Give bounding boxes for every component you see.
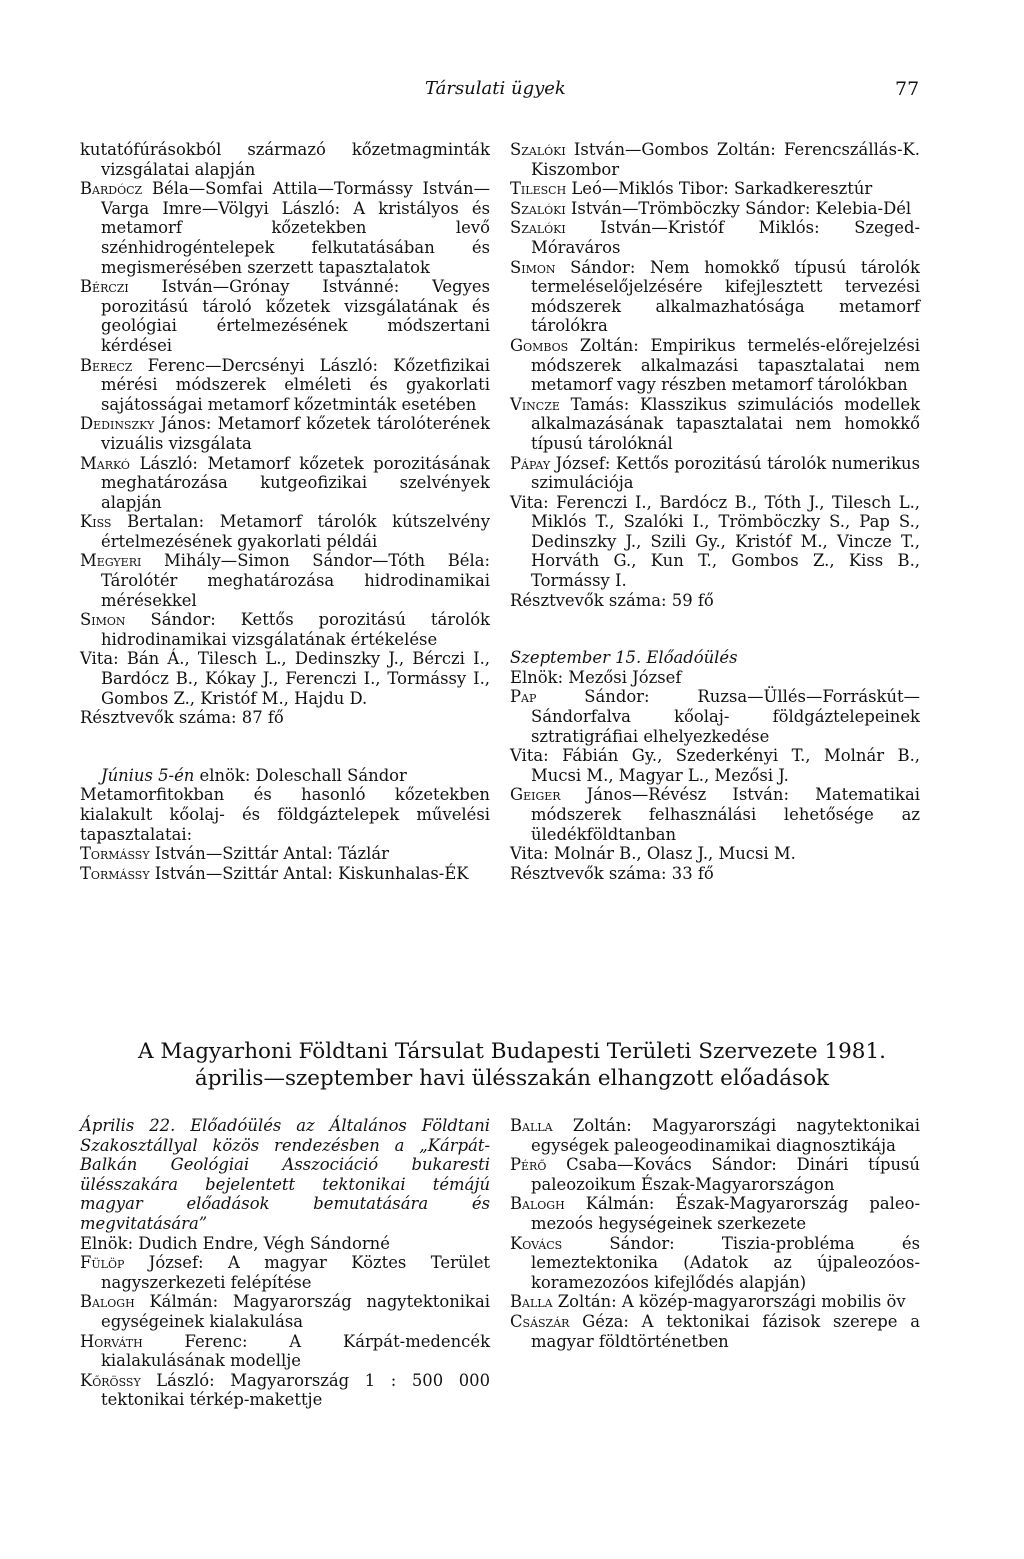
author-surname: Balla [510, 1116, 553, 1135]
lecture-entry [80, 454, 490, 513]
entry-text: László: Metamorf kőzetek porozitásának meghatározása kutgeofizikai szelvények alapján [101, 453, 490, 512]
session-topic: Metamorfitokban és hasonló kőzetekben kialakult kőolaj- és földgáztelepek művelési tapasztalatai: [80, 785, 490, 844]
lecture-entry [80, 179, 490, 277]
session-heading: Szeptember 15. Előadóülés [510, 648, 738, 668]
lecture-entry [510, 1312, 920, 1351]
lecture-entry [510, 140, 920, 179]
author-surname: Szalóki [510, 198, 566, 218]
lecture-entry [80, 1371, 490, 1410]
author-surname: Gombos [510, 335, 569, 355]
author-surname: Horváth [80, 1331, 143, 1351]
author-surname: Tilesch [510, 179, 567, 199]
section-title [80, 1038, 944, 1092]
lecture-entry [80, 1234, 490, 1254]
entry-text: Ferenc: A Kárpát-medencék kialakulásának modellje [101, 1331, 490, 1371]
lecture-entry [510, 454, 920, 493]
entry-text: Tamás: Klasszikus szimulációs modellek alkalmazásának tapasztalatai nem homokkő típusú tárolóknál [531, 394, 920, 453]
column-right-top [510, 140, 920, 883]
spacer [80, 728, 490, 766]
author-surname: Berecz [80, 355, 133, 375]
entry-text: Résztvevők száma: 59 fő [510, 590, 714, 610]
entry-text: Vita: Ferenczi I., Bardócz B., Tóth J., Tilesch L., Miklós T., Szalóki I., Trömböczky S., Pap S., Dedinszky J., Szili Gy., Kristóf M., Vincze T., Horváth G., Kun T., Gombos Z., Kiss B., Tormássy I. [510, 492, 920, 591]
entry-text: Sándor: Kettős porozitású tárolók hidrodinamikai vizsgálatának értékelése [101, 610, 490, 649]
author-surname: Pap [510, 687, 537, 707]
author-surname: Császár [510, 1311, 570, 1331]
column-left-top [80, 140, 490, 883]
lecture-entry [80, 277, 490, 355]
session-heading: Április 22. Előadóülés az Általános Földtani Szakosztállyal közös rendezésben a „Kárpát-Balkán Geológiai Asszociáció bukaresti ülésszakára bejelentett tektonikai témájú magyar előadások bemutatására és megvitatására” [80, 1116, 490, 1233]
lecture-entry [510, 864, 920, 884]
author-surname: Dedinszky [80, 414, 155, 434]
lecture-entry [80, 1253, 490, 1292]
lecture-entry [510, 218, 920, 257]
entry-text: Leó—Miklós Tibor: Sarkadkeresztúr [566, 179, 873, 199]
entry-text: Résztvevők száma: 87 fő [80, 708, 284, 728]
lecture-entry [80, 356, 490, 415]
lecture-entry [510, 1116, 920, 1155]
author-surname: Balogh [510, 1194, 565, 1214]
entry-text: János—Révész István: Matematikai módszerek felhasználási lehetősége az üledékföldtanban [531, 785, 920, 844]
lecture-entry [80, 1292, 490, 1331]
author-surname: Szalóki [510, 140, 566, 159]
spacer [510, 610, 920, 648]
lecture-entry [510, 1194, 920, 1233]
page-number: 77 [895, 78, 920, 100]
author-surname: Kőrössy [80, 1370, 141, 1390]
author-surname: Tormássy [80, 844, 150, 864]
entry-text: Elnök: Mezősi József [510, 667, 682, 687]
author-surname: Szalóki [510, 218, 566, 238]
author-surname: Tormássy [80, 863, 150, 883]
entry-text: István—Kristóf Miklós: Szeged-Móraváros [531, 218, 920, 257]
entry-text: József: A magyar Köztes Terület nagyszerkezeti felépítése [101, 1253, 490, 1292]
author-surname: Fülöp [80, 1253, 125, 1273]
author-surname: Pérő [510, 1155, 547, 1175]
lecture-entry [510, 844, 920, 864]
session-date-line [80, 766, 490, 786]
entry-text: Vita: Fábián Gy., Szederkényi T., Molnár B., Mucsi M., Magyar L., Mezősi J. [510, 746, 920, 785]
lecture-entry [510, 687, 920, 746]
entry-text: István—Trömböczky Sándor: Kelebia-Dél [565, 198, 912, 218]
entry-text: Vita: Bán Á., Tilesch L., Dedinszky J., Bérczi I., Bardócz B., Kókay J., Ferenczi I., Tormássy I., Gombos Z., Kristóf M., Hajdu D. [80, 649, 490, 708]
author-surname: Bérczi [80, 277, 129, 297]
author-surname: Simon [510, 257, 556, 277]
entry-text: István—Grónay Istvánné: Vegyes porozitású tároló kőzetek vizsgálatának és geológiai értelmezésének módszertani kérdései [101, 277, 490, 355]
entry-text: Géza: A tektonikai fázisok szerepe a magyar földtörténetben [531, 1311, 920, 1351]
column-right-bottom [510, 1116, 920, 1351]
section-title-line-2: április—szeptember havi ülésszakán elhangzott előadások [194, 1066, 830, 1091]
author-surname: Balogh [80, 1292, 135, 1312]
entry-text: Ferenc—Dercsényi László: Kőzetfizikai mérési módszerek elméleti és gyakorlati sajátosságai metamorf kőzetminták esetében [101, 355, 490, 414]
lecture-entry [510, 591, 920, 611]
entry-text: Kálmán: Magyarország nagytektonikai egységeinek kialakulása [101, 1292, 490, 1331]
entry-text: Résztvevők száma: 33 fő [510, 863, 714, 883]
entry-text: István—Szittár Antal: Kiskunhalas-ÉK [149, 863, 469, 883]
lecture-entry [510, 199, 920, 219]
author-surname: Markó [80, 453, 130, 473]
lecture-entry [80, 708, 490, 728]
entry-text: Elnök: Dudich Endre, Végh Sándorné [80, 1233, 390, 1253]
entry-text: Sándor: Tiszia-probléma és lemeztektonika (Adatok az újpaleozóos-koramezozóos kifejlődés alapján) [531, 1233, 920, 1292]
entry-text: Zoltán: A közép-magyarországi mobilis öv [552, 1292, 906, 1312]
lecture-entry [510, 1234, 920, 1293]
entry-text: István—Szittár Antal: Tázlár [149, 844, 389, 864]
author-surname: Simon [80, 610, 126, 630]
entry-text: István—Gombos Zoltán: Ferencszállás-K. Kiszombor [531, 140, 920, 179]
author-surname: Kovács [510, 1233, 563, 1253]
entry-text: Csaba—Kovács Sándor: Dinári típusú paleozoikum Észak-Magyarországon [531, 1155, 920, 1194]
author-surname: Pápay [510, 453, 551, 473]
entry-text: Béla—Somfai Attila—Tormássy István—Varga Imre—Völgyi László: A kristályos és metamorf kőzetekben levő szénhidrogéntelepek felkutatásában és megismerésében szerzett tapasztalatok [101, 179, 490, 277]
lecture-entry [510, 1155, 920, 1194]
running-title: Társulati ügyek [425, 78, 566, 99]
entry-text: János: Metamorf kőzetek tárolóterének vizuális vizsgálata [101, 414, 490, 453]
entry-text: Vita: Molnár B., Olasz J., Mucsi M. [510, 844, 796, 864]
lecture-entry [510, 493, 920, 591]
lecture-entry [510, 668, 920, 688]
lecture-entry [80, 140, 490, 179]
lecture-entry [80, 844, 490, 864]
lecture-entry [80, 1332, 490, 1371]
entry-text: Zoltán: Empirikus termelés-előrejelzési módszerek alkalmazási tapasztalatai nem metamorf vagy részben metamorf tárolókban [531, 335, 920, 395]
lecture-entry [510, 258, 920, 336]
author-surname: Bardócz [80, 179, 143, 199]
author-surname: Megyeri [80, 551, 142, 571]
lecture-entry [510, 179, 920, 199]
author-surname: Balla [510, 1292, 553, 1312]
lecture-entry [80, 551, 490, 610]
column-left-bottom [80, 1116, 490, 1410]
section-title-line-1: A Magyarhoni Földtani Társulat Budapesti Területi Szervezete 1981. [138, 1039, 886, 1064]
entry-text: Sándor: Nem homokkő típusú tárolók termeléselőjelzésére kifejlesztett tervezési módszerek alkalmazhatósága metamorf tárolókra [531, 257, 920, 336]
entry-text: László: Magyarország 1 : 500 000 tektonikai térkép-makettje [101, 1370, 490, 1410]
entry-text: József: Kettős porozitású tárolók numerikus szimulációja [531, 453, 920, 493]
lecture-entry [510, 1292, 920, 1312]
session-date: Június 5-én [101, 765, 195, 785]
lecture-entry [80, 864, 490, 884]
entry-text: Bertalan: Metamorf tárolók kútszelvény értelmezésének gyakorlati példái [101, 512, 490, 551]
entry-text: Mihály—Simon Sándor—Tóth Béla: Tárolótér meghatározása hidrodinamikai mérésekkel [101, 551, 490, 610]
lecture-entry [80, 610, 490, 649]
author-surname: Vincze [510, 394, 560, 414]
lecture-entry [510, 395, 920, 454]
entry-text: Zoltán: Magyarországi nagytektonikai egységek paleogeodinamikai diagnosztikája [531, 1116, 920, 1155]
lecture-entry [510, 336, 920, 395]
author-surname: Kiss [80, 512, 112, 532]
entry-text: Kálmán: Észak-Magyarország paleo-mezoós hegységeinek szerkezete [531, 1194, 920, 1233]
lecture-entry [80, 512, 490, 551]
author-surname: Geiger [510, 785, 561, 805]
session-chair: elnök: Doleschall Sándor [194, 765, 407, 785]
lecture-entry [80, 414, 490, 453]
entry-text: Sándor: Ruzsa—Üllés—Forráskút—Sándorfalva kőolaj- földgáztelepeinek sztratigráfiai elhelyezkedése [531, 687, 920, 746]
lecture-entry [510, 785, 920, 844]
lecture-entry [510, 746, 920, 785]
entry-text: kutatófúrásokból származó kőzetmagminták vizsgálatai alapján [80, 140, 490, 179]
lecture-entry [80, 649, 490, 708]
